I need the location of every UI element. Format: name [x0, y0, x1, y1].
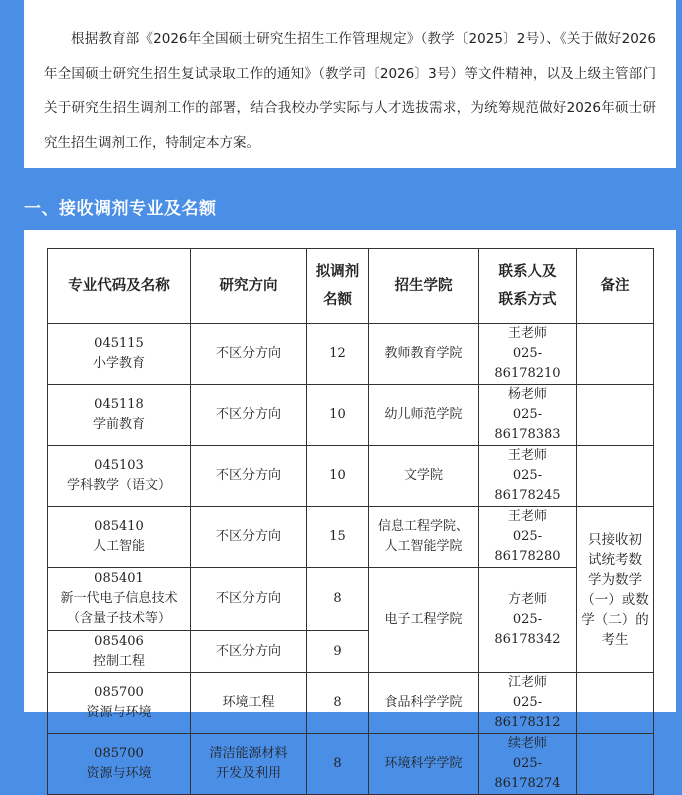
remark-cell-empty — [577, 385, 654, 446]
major-code: 045115 — [94, 336, 144, 351]
major-cell — [48, 568, 191, 631]
quota-cell: 9 — [307, 631, 369, 673]
major-cell — [48, 631, 191, 673]
major-name: 小学教育 — [92, 356, 145, 371]
section-title: 一、接收调剂专业及名额 — [24, 199, 217, 219]
header-college: 招生学院 — [369, 249, 479, 324]
college-cell-merged: 电子工程学院 — [369, 568, 479, 673]
major-name-line1: 新一代电子信息技术 — [60, 591, 178, 606]
remark-cell-empty — [577, 673, 654, 734]
contact-cell — [479, 324, 577, 385]
direction-cell: 不区分方向 — [191, 385, 307, 446]
contact-name: 王老师 — [507, 448, 547, 463]
remark-line: 只接收初 — [588, 531, 642, 548]
intro-card — [24, 0, 676, 168]
major-name: 学前教育 — [92, 417, 145, 432]
contact-cell — [479, 507, 577, 568]
college-line2: 人工智能学院 — [384, 539, 463, 554]
college-cell: 食品科学学院 — [369, 673, 479, 734]
remark-line: 学为数学 — [588, 571, 642, 588]
contact-name: 方老师 — [507, 592, 547, 607]
intro-paragraph: 根据教育部《2026年全国硕士研究生招生工作管理规定》（教学〔2025〕2号）、《关于做好2026年全国硕士研究生招生复试录取工作的通知》（教学司〔2026〕3号）等文件精神，以及上级主管部门关于研究生招生调剂工作的部署，结合我校办学实际与人才选拔需求，为统筹规范做好2026年硕士研究生招生调剂工作，特制定本方案。 — [44, 31, 656, 151]
major-name-line2: （含量子技术等） — [66, 611, 171, 626]
table-row — [48, 568, 654, 631]
direction-cell: 不区分方向 — [191, 446, 307, 507]
major-code: 085700 — [94, 685, 144, 700]
remark-cell-empty — [577, 324, 654, 385]
quota-cell: 10 — [307, 385, 369, 446]
major-code: 085700 — [94, 746, 144, 761]
direction-cell: 不区分方向 — [191, 324, 307, 385]
contact-name: 杨老师 — [507, 387, 547, 402]
remark-cell — [577, 507, 654, 673]
header-major: 专业代码及名称 — [48, 249, 191, 324]
contact-phone: 025-86178245 — [494, 468, 561, 503]
major-name: 人工智能 — [92, 539, 145, 554]
contact-phone: 025-86178312 — [494, 695, 561, 730]
college-cell: 文学院 — [369, 446, 479, 507]
major-code: 085410 — [94, 519, 144, 534]
major-name: 资源与环境 — [86, 705, 152, 720]
quota-cell: 10 — [307, 446, 369, 507]
contact-cell — [479, 446, 577, 507]
table-header-row — [48, 249, 654, 324]
contact-name: 续老师 — [507, 736, 547, 751]
major-cell — [48, 734, 191, 795]
direction-cell — [191, 734, 307, 795]
major-name: 资源与环境 — [86, 766, 152, 781]
contact-cell — [479, 734, 577, 795]
remark-line: 考生 — [601, 631, 629, 648]
major-code: 045103 — [94, 458, 144, 473]
remark-cell-empty — [577, 446, 654, 507]
major-cell — [48, 324, 191, 385]
direction-cell: 环境工程 — [191, 673, 307, 734]
header-quota — [307, 249, 369, 324]
college-cell — [369, 507, 479, 568]
remark-line: （一）或数 — [581, 591, 649, 608]
table-row — [48, 734, 654, 795]
major-cell — [48, 673, 191, 734]
direction-cell: 不区分方向 — [191, 631, 307, 673]
major-cell — [48, 446, 191, 507]
direction-cell: 不区分方向 — [191, 507, 307, 568]
header-quota-line2: 名额 — [323, 292, 352, 308]
direction-cell: 不区分方向 — [191, 568, 307, 631]
contact-phone: 025-86178274 — [494, 756, 561, 791]
college-cell: 幼儿师范学院 — [369, 385, 479, 446]
contact-phone: 025-86178280 — [494, 529, 561, 564]
major-code: 085401 — [94, 571, 144, 586]
major-name: 学科教学（语文） — [66, 478, 171, 493]
quota-cell: 15 — [307, 507, 369, 568]
remark-line: 试统考数 — [588, 551, 642, 568]
header-contact — [479, 249, 577, 324]
major-code: 045118 — [94, 397, 144, 412]
college-cell: 教师教育学院 — [369, 324, 479, 385]
table-row — [48, 446, 654, 507]
remark-line: 学（二）的 — [581, 611, 649, 628]
contact-cell — [479, 385, 577, 446]
adjustment-table — [47, 248, 654, 795]
quota-cell: 12 — [307, 324, 369, 385]
quota-cell: 8 — [307, 734, 369, 795]
header-remark: 备注 — [577, 249, 654, 324]
table-row — [48, 324, 654, 385]
major-name: 控制工程 — [92, 653, 145, 669]
direction-line2: 开发及利用 — [215, 766, 281, 781]
contact-name: 江老师 — [507, 675, 547, 690]
contact-phone: 025-86178383 — [494, 407, 561, 442]
college-line1: 信息工程学院、 — [377, 519, 469, 534]
major-cell — [48, 385, 191, 446]
major-code: 085406 — [94, 633, 144, 649]
header-contact-line1: 联系人及 — [498, 264, 557, 280]
contact-name: 王老师 — [507, 509, 547, 524]
header-direction: 研究方向 — [191, 249, 307, 324]
major-cell — [48, 507, 191, 568]
quota-cell: 8 — [307, 568, 369, 631]
contact-cell-merged — [479, 568, 577, 673]
table-card — [24, 230, 676, 791]
quota-cell: 8 — [307, 673, 369, 734]
direction-line1: 清洁能源材料 — [209, 746, 288, 761]
header-quota-line1: 拟调剂 — [315, 264, 360, 280]
table-row — [48, 507, 654, 568]
contact-phone: 025-86178342 — [494, 612, 561, 647]
college-cell: 环境科学学院 — [369, 734, 479, 795]
contact-cell — [479, 673, 577, 734]
contact-phone: 025-86178210 — [494, 346, 561, 381]
table-row — [48, 673, 654, 734]
header-contact-line2: 联系方式 — [498, 292, 557, 308]
contact-name: 王老师 — [507, 326, 547, 341]
remark-cell-empty — [577, 734, 654, 795]
table-row — [48, 385, 654, 446]
